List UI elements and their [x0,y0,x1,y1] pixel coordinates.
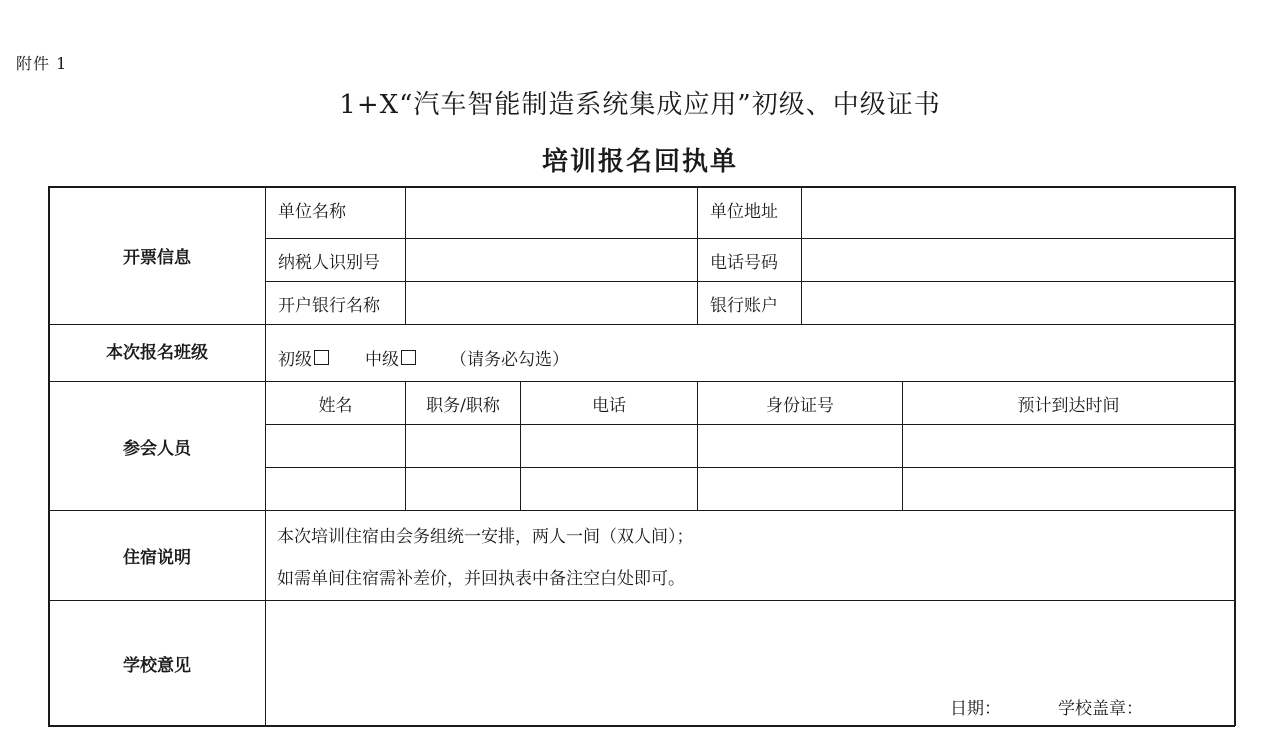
unit-name-label: 单位名称 [278,201,346,222]
primary-option-label: 初级 [278,349,312,370]
taxpayer-id-label: 纳税人识别号 [278,252,380,273]
column-header-position: 职务/职称 [426,395,500,416]
unit-name-field[interactable] [406,187,697,238]
attendee-arrival-cell[interactable] [903,468,1234,510]
required-check-note: （请务必勾选） [450,349,569,370]
bank-account-label: 银行账户 [710,295,778,316]
bank-account-field[interactable] [802,282,1234,324]
lodging-section-label: 住宿说明 [123,548,191,568]
attendee-phone-cell[interactable] [521,425,697,467]
intermediate-checkbox[interactable] [401,350,416,365]
table-border-right [1234,186,1236,726]
class-level-section-label: 本次报名班级 [106,342,208,363]
attachment-label: 附件 1 [16,54,68,73]
date-label: 日期： [950,699,1001,719]
bank-name-label: 开户银行名称 [278,295,380,316]
primary-checkbox[interactable] [314,350,329,365]
lodging-note-line2: 如需单间住宿需补差价，并回执表中备注空白处即可。 [277,569,685,589]
attendee-phone-cell[interactable] [521,468,697,510]
column-header-name: 姓名 [318,395,353,416]
bank-name-field[interactable] [406,282,697,324]
column-header-arrival-time: 预计到达时间 [1017,395,1120,416]
school-section-label: 学校意见 [123,655,191,676]
attendee-position-cell[interactable] [406,468,520,510]
phone-field[interactable] [802,239,1234,281]
taxpayer-id-field[interactable] [406,239,697,281]
attendee-name-cell[interactable] [266,425,405,467]
column-header-phone: 电话 [592,395,626,416]
intermediate-option-label: 中级 [365,349,399,370]
school-seal-label: 学校盖章： [1058,699,1143,719]
invoice-section-label: 开票信息 [123,248,191,268]
attendee-arrival-cell[interactable] [903,425,1234,467]
column-header-id-number: 身份证号 [766,395,834,416]
unit-address-field[interactable] [802,187,1234,238]
attendees-section-label: 参会人员 [123,438,191,459]
lodging-note-line1: 本次培训住宿由会务组统一安排，两人一间（双人间）； [277,527,694,547]
document-subtitle: 培训报名回执单 [541,147,738,177]
table-border-bottom [48,725,1235,727]
phone-label: 电话号码 [710,252,778,273]
class-level-options [266,325,1234,381]
attendee-name-cell[interactable] [266,468,405,510]
document-title: 1+X“汽车智能制造系统集成应用”初级、中级证书 [339,90,941,120]
attendee-position-cell[interactable] [406,425,520,467]
unit-address-label: 单位地址 [710,201,778,222]
attendee-id-cell[interactable] [698,468,902,510]
attendee-id-cell[interactable] [698,425,902,467]
